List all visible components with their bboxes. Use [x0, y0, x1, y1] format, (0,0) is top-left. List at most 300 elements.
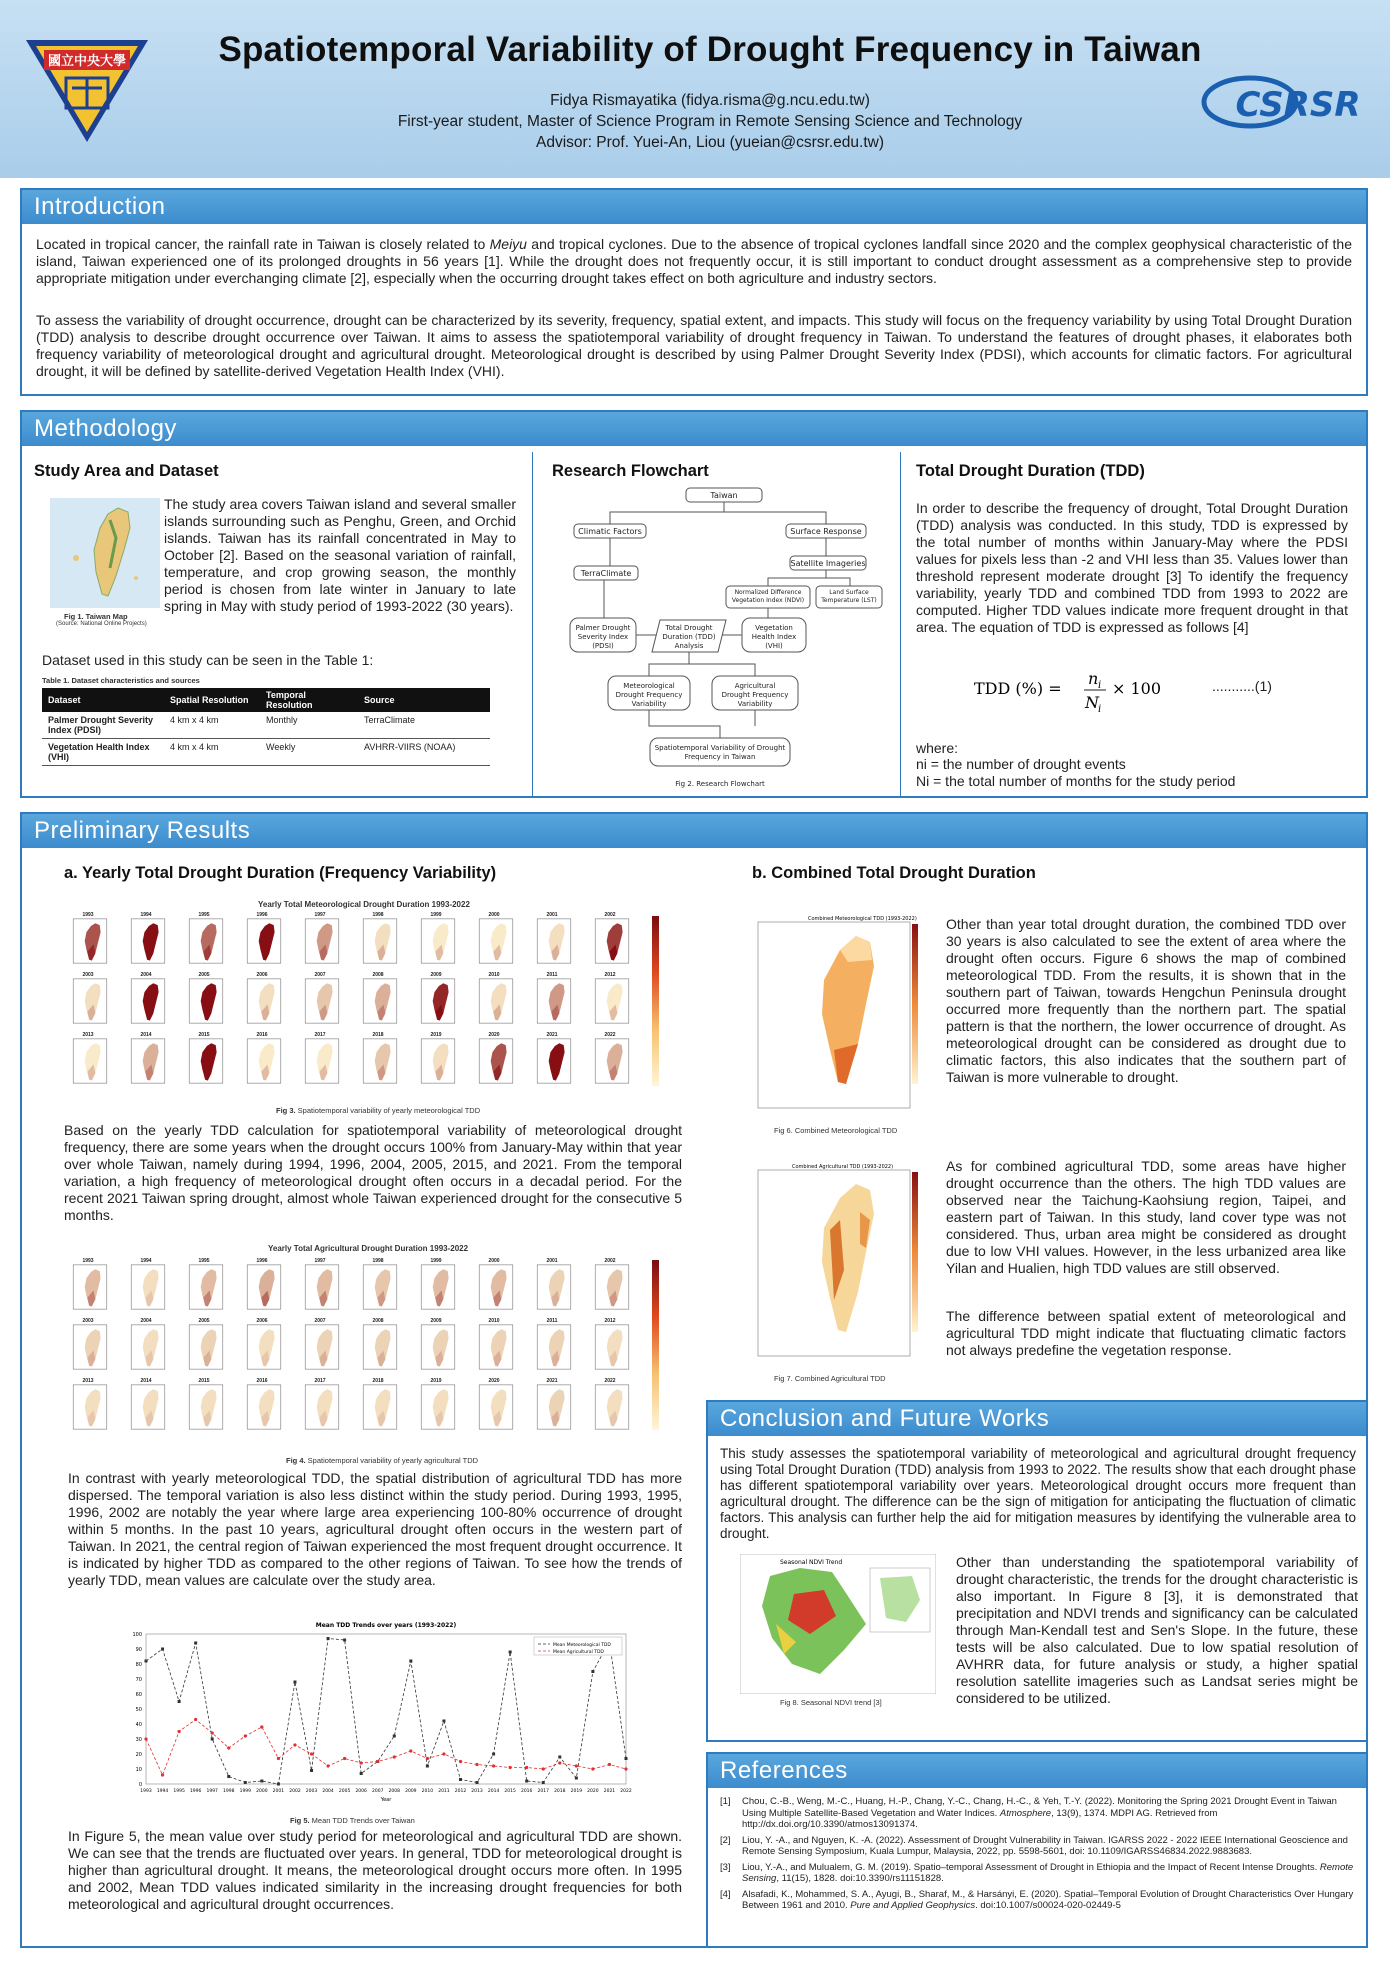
flow-node-ndvi: Normalized Difference Vegetation Index (NDVI) [731, 589, 805, 604]
tdd-Ni-definition: Ni = the total number of months for the study period [916, 773, 1236, 789]
yearly-map-cell [296, 1258, 344, 1312]
x-tick-label: 2015 [504, 1789, 516, 1794]
yearly-map-cell [354, 912, 402, 966]
year-label: 2004 [140, 1318, 152, 1324]
x-tick-label: 2011 [438, 1789, 450, 1794]
year-label: 2016 [256, 1378, 268, 1384]
results-heading: Preliminary Results [22, 814, 1366, 848]
data-point [393, 1755, 396, 1758]
year-label: 1996 [256, 1258, 268, 1264]
yearly-map-cell [586, 1318, 634, 1372]
data-point [525, 1766, 528, 1769]
table-row [42, 739, 490, 766]
x-tick-label: 2016 [520, 1789, 533, 1794]
yearly-map-cell [354, 1032, 402, 1086]
y-tick-label: 100 [132, 1632, 142, 1638]
mean-tdd-trend-chart [116, 1618, 640, 1812]
year-label: 2003 [82, 1318, 94, 1324]
colorbar [652, 1260, 659, 1430]
data-point [459, 1778, 462, 1781]
year-label: 1996 [256, 912, 268, 918]
x-tick-label: 1998 [223, 1789, 235, 1794]
table-header-cell: Dataset [48, 695, 81, 705]
chart-title: Mean TDD Trends over years (1993-2022) [315, 1622, 457, 1629]
x-tick-label: 2014 [487, 1789, 500, 1794]
dataset-intro-text: Dataset used in this study can be seen in the Table 1: [42, 652, 374, 668]
x-tick-label: 1997 [206, 1789, 218, 1794]
fig5-caption: Fig 5. Mean TDD Trends over Taiwan [290, 1816, 415, 1825]
x-tick-label: 2010 [421, 1789, 434, 1794]
yearly-map-cell [586, 1258, 634, 1312]
combined-tdd-heading: b. Combined Total Drought Duration [752, 864, 1036, 882]
yearly-map-cell [412, 972, 460, 1026]
data-point [542, 1781, 545, 1784]
data-point [310, 1769, 313, 1772]
x-tick-label: 1993 [140, 1789, 152, 1794]
reference-item: [2] Liou, Y. -A., and Nguyen, K. -A. (2022). Assessment of Drought Vulnerability in Taiwan. IGARSS 2022 - 2022 IEEE International Geoscience and Remote Sensing Symposium, Kuala Lumpur, Malaysia, 2022, pp. 5598-5601, doi: 10.1109/IGARSS46834.2022.9883683. [720, 1834, 1348, 1857]
study-area-text: The study area covers Taiwan island and several smaller islands surrounding such as Penghu, Green, and Orchid islands. Taiwan has its rainfall concentrated in May to October [2]. Based on the seasonal variation of rainfall, temperature, and crop growing season, the monthly period is chosen from late winter in January to late spring in May with study period of 1993-2022 (30 years). [164, 496, 516, 614]
intro-paragraph-2: To assess the variability of drought occurrence, drought can be characterized by its severity, frequency, spatial extent, and impacts. This study will focus on the frequency variability by using Total Drought Duration (TDD) analysis to describe drought occurrence over Taiwan. It aims to assess the spatiotemporal variability of drought frequency in Taiwan. To understand the features of drought phases, it elaborates both frequency variability of meteorological drought and agricultural drought. Meteorological drought is described by using Palmer Drought Severity Index (PDSI), which accounts for climatic factors. For agricultural drought, it will be defined by satellite-derived Vegetation Health Index (VHI). [36, 312, 1352, 379]
year-label: 2020 [488, 1378, 500, 1384]
y-tick-label: 0 [138, 1782, 142, 1788]
combined-met-tdd-map [748, 910, 928, 1118]
year-label: 2013 [82, 1032, 94, 1038]
x-tick-label: 2022 [620, 1789, 632, 1794]
combined-agr-tdd-map [748, 1160, 928, 1366]
year-label: 2013 [82, 1378, 94, 1384]
yearly-map-cell [470, 1378, 518, 1432]
data-point [310, 1752, 313, 1755]
data-point [293, 1681, 296, 1684]
yearly-map-cell [354, 972, 402, 1026]
fig3-title: Yearly Total Meteorological Drought Duration 1993-2022 [258, 900, 470, 909]
reference-item: [4] Alsafadi, K., Mohammed, S. A., Ayugi, B., Sharaf, M., & Harsányi, E. (2020). Spatial–Temporal Evolution of Drought Characteristics Over Hungary Between 1961 and 2010. Pure and Applied Geophysics. doi:10.1007/s00024-020-02449-5 [720, 1888, 1354, 1911]
yearly-map-cell [64, 1258, 112, 1312]
yearly-map-cell [354, 1318, 402, 1372]
yearly-map-cell [122, 1318, 170, 1372]
data-point [178, 1700, 181, 1703]
data-point [360, 1761, 363, 1764]
year-label: 2011 [546, 972, 558, 978]
table-cell: Vegetation Health Index (VHI) [48, 742, 150, 762]
fig8-caption: Fig 8. Seasonal NDVI trend [3] [780, 1698, 882, 1707]
year-label: 2011 [546, 1318, 558, 1324]
data-point [426, 1765, 429, 1768]
year-label: 2015 [198, 1032, 210, 1038]
yearly-map-cell [122, 912, 170, 966]
year-label: 1999 [430, 912, 442, 918]
table1-caption: Table 1. Dataset characteristics and sources [42, 676, 200, 685]
table-cell: AVHRR-VIIRS (NOAA) [364, 742, 456, 752]
y-tick-label: 50 [135, 1707, 142, 1713]
yearly-map-cell [122, 1378, 170, 1432]
table-header-cell: Temporal Resolution [266, 690, 313, 710]
data-point [426, 1757, 429, 1760]
flow-node-climatic: Climatic Factors [578, 527, 642, 536]
year-label: 2014 [140, 1378, 152, 1384]
data-point [558, 1756, 561, 1759]
yearly-map-cell [528, 1032, 576, 1086]
x-tick-label: 2003 [305, 1789, 318, 1794]
data-point [476, 1781, 479, 1784]
y-tick-label: 80 [135, 1662, 142, 1668]
yearly-map-cell [470, 1318, 518, 1372]
year-label: 2005 [198, 972, 210, 978]
year-label: 2021 [546, 1378, 558, 1384]
x-tick-label: 2020 [587, 1789, 599, 1794]
data-point [409, 1749, 412, 1752]
tdd-ni-definition: ni = the number of drought events [916, 756, 1126, 772]
flow-node-final: Spatiotemporal Variability of Drought Frequency in Taiwan [654, 744, 786, 761]
year-label: 1998 [372, 912, 384, 918]
svg-text:Combined Meteorological TDD (1: Combined Meteorological TDD (1993-2022) [808, 916, 917, 922]
data-point [277, 1757, 280, 1760]
yearly-tdd-heading: a. Yearly Total Drought Duration (Frequency Variability) [64, 864, 497, 882]
introduction-heading: Introduction [22, 190, 1366, 224]
flow-node-agr: Agricultural Drought Frequency Variability [721, 682, 789, 708]
data-point [293, 1743, 296, 1746]
year-label: 2020 [488, 1032, 500, 1038]
yearly-map-cell [412, 1032, 460, 1086]
x-tick-label: 2018 [554, 1789, 566, 1794]
methodology-heading: Methodology [22, 412, 1366, 446]
year-label: 1993 [82, 1258, 94, 1264]
fig4-caption: Fig 4. Spatiotemporal variability of yearly agricultural TDD [286, 1456, 479, 1465]
data-point [260, 1725, 263, 1728]
flow-node-tdd: Total Drought Duration (TDD) Analysis [662, 624, 716, 650]
flow-node-satellite: Satellite Imageries [790, 559, 866, 568]
yearly-map-cell [180, 912, 228, 966]
table-cell: Monthly [266, 715, 298, 725]
yearly-map-cell [528, 1318, 576, 1372]
yearly-map-cell [528, 972, 576, 1026]
yearly-map-cell [470, 972, 518, 1026]
tdd-heading: Total Drought Duration (TDD) [916, 462, 1145, 480]
yearly-map-cell [180, 1378, 228, 1432]
year-label: 2016 [256, 1032, 268, 1038]
year-label: 2000 [488, 912, 500, 918]
y-tick-label: 70 [135, 1677, 142, 1683]
year-label: 2012 [604, 972, 616, 978]
plot-area [146, 1634, 626, 1784]
x-tick-label: 2004 [322, 1789, 334, 1794]
data-point [211, 1731, 214, 1734]
data-point [393, 1735, 396, 1738]
yearly-map-cell [528, 912, 576, 966]
conclusion-text-1: This study assesses the spatiotemporal variability of meteorological and agricultural drought frequency using Total Drought Duration (TDD) analysis from 1993 to 2022. The results show that each drought phase has different spatiotemporal variability over years. Meteorological drought occurs more frequent than agricultural drought. The difference can be the sign of mitigation for anticipating the fluctuation of climatic factors. This analysis can further help the aid for mitigation measures by identifying the vulnerable area to drought. [720, 1446, 1356, 1541]
svg-text:Seasonal NDVI Trend: Seasonal NDVI Trend [780, 1559, 843, 1566]
trend-text: In Figure 5, the mean value over study period for meteorological and agricultural TDD are shown. We can see that the trends are fluctuated over years. In general, TDD for meteorological drought is higher than agricultural drought. It means, the meteorological drought occurs more often. In 1995 and 2002, Mean TDD values indicated similarity in the increasing drought frequencies for both meteorological and agricultural drought occurrences. [68, 1828, 682, 1912]
yearly-map-cell [586, 972, 634, 1026]
flowchart-heading: Research Flowchart [552, 462, 709, 480]
year-label: 1997 [314, 1258, 326, 1264]
fig3-caption: Fig 3. Spatiotemporal variability of yearly meteorological TDD [276, 1106, 481, 1115]
fig1-source: (Source: National Online Projects) [56, 621, 147, 627]
data-point [575, 1777, 578, 1780]
year-label: 2015 [198, 1378, 210, 1384]
yearly-map-cell [412, 1258, 460, 1312]
colorbar [652, 916, 659, 1086]
year-label: 2004 [140, 972, 152, 978]
conclusion-section [706, 1400, 1368, 1742]
table-cell: 4 km x 4 km [170, 742, 219, 752]
yearly-map-cell [296, 1378, 344, 1432]
ncu-logo-icon [22, 36, 152, 146]
tdd-equation [972, 664, 1172, 714]
combined-met-text: Other than year total drought duration, the combined TDD over 30 years is also calculated to see the extent of area where the drought often occurs. Figure 6 shows the map of combined meteorological TDD. From the results, it is shown that in the southern part of Taiwan, towards Hengchun Peninsula drought occurred more frequently than the northern part. The spatial pattern is that the northern, the lower occurrence of drought. As meteorological drought can be considered as drought due to climatic factors, this also indicates that the southern part of Taiwan is more vulnerable to drought. [946, 916, 1346, 1085]
data-point [327, 1637, 330, 1640]
methodology-section [20, 410, 1368, 798]
data-point [442, 1752, 445, 1755]
table-cell: Weekly [266, 742, 296, 752]
intro-paragraph-1: Located in tropical cancer, the rainfall rate in Taiwan is closely related to Meiyu and tropical cyclones. Due to the absence of tropical cyclones landfall since 2020 and the complex geophysical characteristic of the island, Taiwan experienced one of its prolonged droughts in 56 years [1]. While the drought does not frequently occur, it is still important to conduct drought assessment as a comprehensive step to provide appropriate mitigation under everchanging climate [2], especially when the occurring drought takes effect on both agriculture and industry sectors. [36, 236, 1352, 286]
year-label: 2021 [546, 1032, 558, 1038]
fig2-caption: Fig 2. Research Flowchart [675, 780, 765, 788]
data-point [326, 1764, 329, 1767]
y-tick-label: 60 [135, 1692, 142, 1698]
year-label: 2019 [430, 1378, 442, 1384]
poster-title: Spatiotemporal Variability of Drought Frequency in Taiwan [218, 30, 1202, 69]
year-label: 2018 [372, 1032, 384, 1038]
yearly-map-cell [412, 1378, 460, 1432]
year-label: 2002 [604, 1258, 616, 1264]
year-label: 2019 [430, 1032, 442, 1038]
yearly-map-cell [64, 912, 112, 966]
x-tick-label: 2009 [405, 1789, 417, 1794]
data-point [591, 1767, 594, 1770]
year-label: 1993 [82, 912, 94, 918]
yearly-map-cell [238, 1318, 286, 1372]
svg-text:Combined Agricultural TDD (199: Combined Agricultural TDD (1993-2022) [792, 1164, 894, 1170]
reference-item: [1] Chou, C.-B., Weng, M.-C., Huang, H.-P., Chang, Y.-C., Chang, H.-C., & Yeh, T.-Y. (2022). Monitoring the Spring 2021 Drought Event in Taiwan Using Multiple Satellite-Based Vegetation and Water Indices. Atmosphere, 13(9), 1374. MDPI AG. Retrieved from http://dx.doi.org/10.3390/atmos13091374. [720, 1796, 1337, 1830]
year-label: 2008 [372, 972, 384, 978]
year-label: 2012 [604, 1318, 616, 1324]
combined-agr-text: As for combined agricultural TDD, some areas have higher drought occurrence than the others. The high TDD values are observed near the Taichung-Kaohsiung region, Taipei, and eastern part of Taiwan. In this study, land cover type was not considered. Thus, urban area might be considered as drought due to low VHI values. However, in the less urbanized area like Yilan and Hualien, high TDD values are still observed. [946, 1158, 1346, 1276]
year-label: 2010 [488, 972, 500, 978]
svg-text:N: N [1085, 693, 1099, 712]
data-point [558, 1761, 561, 1764]
year-label: 1998 [372, 1258, 384, 1264]
x-tick-label: 2017 [537, 1789, 549, 1794]
advisor-line: Advisor: Prof. Yuei-An, Liou (yueian@csrsr.edu.tw) [536, 134, 884, 151]
svg-text:i: i [1098, 680, 1102, 691]
research-flowchart [558, 484, 888, 790]
year-label: 2001 [546, 1258, 558, 1264]
data-point [211, 1738, 214, 1741]
data-point [360, 1772, 363, 1775]
references-heading: References [708, 1754, 1366, 1788]
equation-number: ...........(1) [1212, 678, 1272, 694]
x-tick-label: 2005 [338, 1789, 351, 1794]
data-point [509, 1766, 512, 1769]
fig7-caption: Fig 7. Combined Agricultural TDD [774, 1374, 886, 1383]
yearly-map-cell [180, 1032, 228, 1086]
data-point [575, 1764, 578, 1767]
data-point [459, 1760, 462, 1763]
fig6-caption: Fig 6. Combined Meteorological TDD [774, 1126, 898, 1135]
data-point [608, 1763, 611, 1766]
yearly-map-cell [122, 1258, 170, 1312]
table-cell: Palmer Drought Severity Index (PDSI) [48, 715, 154, 735]
table-header-cell: Spatial Resolution [170, 695, 249, 705]
yearly-map-cell [412, 1318, 460, 1372]
yearly-map-cell [528, 1378, 576, 1432]
year-label: 2017 [314, 1032, 326, 1038]
year-label: 2006 [256, 1318, 268, 1324]
year-label: 1994 [140, 912, 152, 918]
data-point [244, 1734, 247, 1737]
yearly-map-cell [586, 1378, 634, 1432]
table-header-cell: Source [364, 695, 395, 705]
yearly-map-cell [238, 1378, 286, 1432]
x-tick-label: 1994 [156, 1789, 169, 1794]
yearly-map-cell [180, 1258, 228, 1312]
flow-node-surface: Surface Response [790, 527, 862, 536]
data-point [227, 1775, 230, 1778]
reference-item: [3] Liou, Y.-A., and Mulualem, G. M. (2019). Spatio–temporal Assessment of Drought in Ethiopia and the Impact of Recent Intense Droughts. Remote Sensing, 11(15), 1828. doi:10.3390/rs11151828. [720, 1861, 1354, 1884]
year-label: 2002 [604, 912, 616, 918]
x-tick-label: 2006 [355, 1789, 367, 1794]
yearly-map-cell [470, 1258, 518, 1312]
svg-text:i: i [1098, 704, 1102, 714]
yearly-map-cell [470, 912, 518, 966]
introduction-section [20, 188, 1368, 396]
yearly-map-cell [296, 972, 344, 1026]
yearly-map-cell [296, 1032, 344, 1086]
y-tick-label: 20 [135, 1752, 142, 1758]
year-label: 2010 [488, 1318, 500, 1324]
yearly-map-cell [64, 1318, 112, 1372]
csrsr-logo-icon [1200, 72, 1370, 132]
data-point [244, 1781, 247, 1784]
data-point [194, 1642, 197, 1645]
conclusion-text-2: Other than understanding the spatiotemporal variability of drought characteristic, the trends for the drought characteristic is also important. In Figure 8 [3], it is demonstrated that precipitation and NDVI trends and significancy can be calculated through Man-Kendall test and Sen's Slope. In the future, these tests will be also calculated. Due to low spatial resolution of AVHRR data, for future analysis or study, a higher spatial resolution satellite imageries such as Landsat series might be considered to be utilized. [956, 1554, 1358, 1706]
data-point [343, 1757, 346, 1760]
yearly-map-cell [238, 1032, 286, 1086]
data-point [277, 1783, 280, 1786]
data-point [409, 1660, 412, 1663]
year-label: 2009 [430, 972, 442, 978]
data-point [161, 1773, 164, 1776]
conclusion-heading: Conclusion and Future Works [708, 1402, 1366, 1436]
data-point [194, 1718, 197, 1721]
data-point [178, 1730, 181, 1733]
svg-text:× 100: × 100 [1112, 679, 1162, 698]
yearly-map-cell [412, 912, 460, 966]
year-label: 2022 [604, 1032, 616, 1038]
data-point [475, 1763, 478, 1766]
met-tdd-text: Based on the yearly TDD calculation for spatiotemporal variability of meteorological drought frequency, there are some years when the drought occurs 100% from January-May within that year over whole Taiwan, namely during 1994, 1996, 2004, 2005, 2015, and 2021. From the temporal variation, a high frequency of meteorological drought often occurs in a decadal period. For the recent 2021 Taiwan spring drought, almost whole Taiwan experienced drought for the consecutive 5 months. [64, 1122, 682, 1223]
flow-node-terraclimate: TerraClimate [580, 569, 632, 578]
combined-diff-text: The difference between spatial extent of meteorological and agricultural TDD might indicate that fluctuating climatic factors not always predefine the vegetation response. [946, 1308, 1346, 1358]
year-label: 2003 [82, 972, 94, 978]
year-label: 1995 [198, 912, 210, 918]
svg-text:n: n [1088, 669, 1099, 688]
year-label: 2007 [314, 972, 326, 978]
year-label: 1994 [140, 1258, 152, 1264]
table-cell: TerraClimate [364, 715, 416, 725]
data-point [161, 1648, 164, 1651]
table-cell: 4 km x 4 km [170, 715, 219, 725]
data-point [442, 1720, 445, 1723]
x-tick-label: 2008 [388, 1789, 401, 1794]
x-tick-label: 2012 [454, 1789, 467, 1794]
year-label: 2001 [546, 912, 558, 918]
flow-node-pdsi: Palmer Drought Severity Index (PDSI) [575, 624, 631, 650]
yearly-map-cell [354, 1258, 402, 1312]
fig4-title: Yearly Total Agricultural Drought Duration 1993-2022 [268, 1244, 469, 1253]
x-tick-label: 2021 [603, 1789, 616, 1794]
y-tick-label: 40 [135, 1722, 142, 1728]
year-label: 2018 [372, 1378, 384, 1384]
tdd-where: where: [916, 740, 959, 756]
year-label: 1997 [314, 912, 326, 918]
references-list [720, 1796, 1356, 1916]
table-row [42, 712, 490, 739]
svg-text:TDD (%) =: TDD (%) = [974, 679, 1062, 698]
data-point [260, 1780, 263, 1783]
year-label: 2014 [140, 1032, 152, 1038]
yearly-map-cell [238, 912, 286, 966]
year-label: 2006 [256, 972, 268, 978]
x-tick-label: 1995 [173, 1789, 185, 1794]
yearly-map-cell [64, 972, 112, 1026]
yearly-map-cell [180, 1318, 228, 1372]
data-point [624, 1767, 627, 1770]
data-point [492, 1753, 495, 1756]
yearly-map-cell [64, 1032, 112, 1086]
data-point [625, 1757, 628, 1760]
yearly-map-cell [528, 1258, 576, 1312]
x-tick-label: 2000 [256, 1789, 268, 1794]
data-point [525, 1780, 528, 1783]
data-point [343, 1639, 346, 1642]
x-axis-label: Year [380, 1797, 392, 1803]
x-tick-label: 2007 [371, 1789, 384, 1794]
y-tick-label: 30 [135, 1737, 142, 1743]
x-tick-label: 2013 [471, 1789, 483, 1794]
x-tick-label: 1996 [189, 1789, 202, 1794]
affiliation-line: First-year student, Master of Science Program in Remote Sensing Science and Technology [397, 113, 1023, 130]
yearly-map-cell [122, 972, 170, 1026]
year-label: 1995 [198, 1258, 210, 1264]
table-header-row [42, 688, 490, 712]
data-point [227, 1746, 230, 1749]
dataset-table [42, 688, 490, 766]
flow-node-taiwan: Taiwan [710, 491, 738, 500]
study-area-heading: Study Area and Dataset [34, 462, 219, 480]
agr-tdd-map-grid [64, 1256, 684, 1452]
yearly-map-cell [122, 1032, 170, 1086]
x-tick-label: 1999 [239, 1789, 252, 1794]
data-point [509, 1651, 512, 1654]
ndvi-trend-map [740, 1554, 936, 1694]
yearly-map-cell [238, 972, 286, 1026]
data-point [144, 1737, 147, 1740]
yearly-map-cell [586, 1032, 634, 1086]
year-label: 2000 [488, 1258, 500, 1264]
yearly-map-cell [238, 1258, 286, 1312]
data-point [492, 1764, 495, 1767]
legend-label: Mean Meteorological TDD [553, 1643, 611, 1648]
yearly-map-cell [470, 1032, 518, 1086]
fig1-caption: Fig 1. Taiwan Map [64, 612, 128, 621]
data-point [145, 1660, 148, 1663]
yearly-map-cell [64, 1378, 112, 1432]
data-point [542, 1767, 545, 1770]
year-label: 2007 [314, 1318, 326, 1324]
year-label: 2009 [430, 1318, 442, 1324]
